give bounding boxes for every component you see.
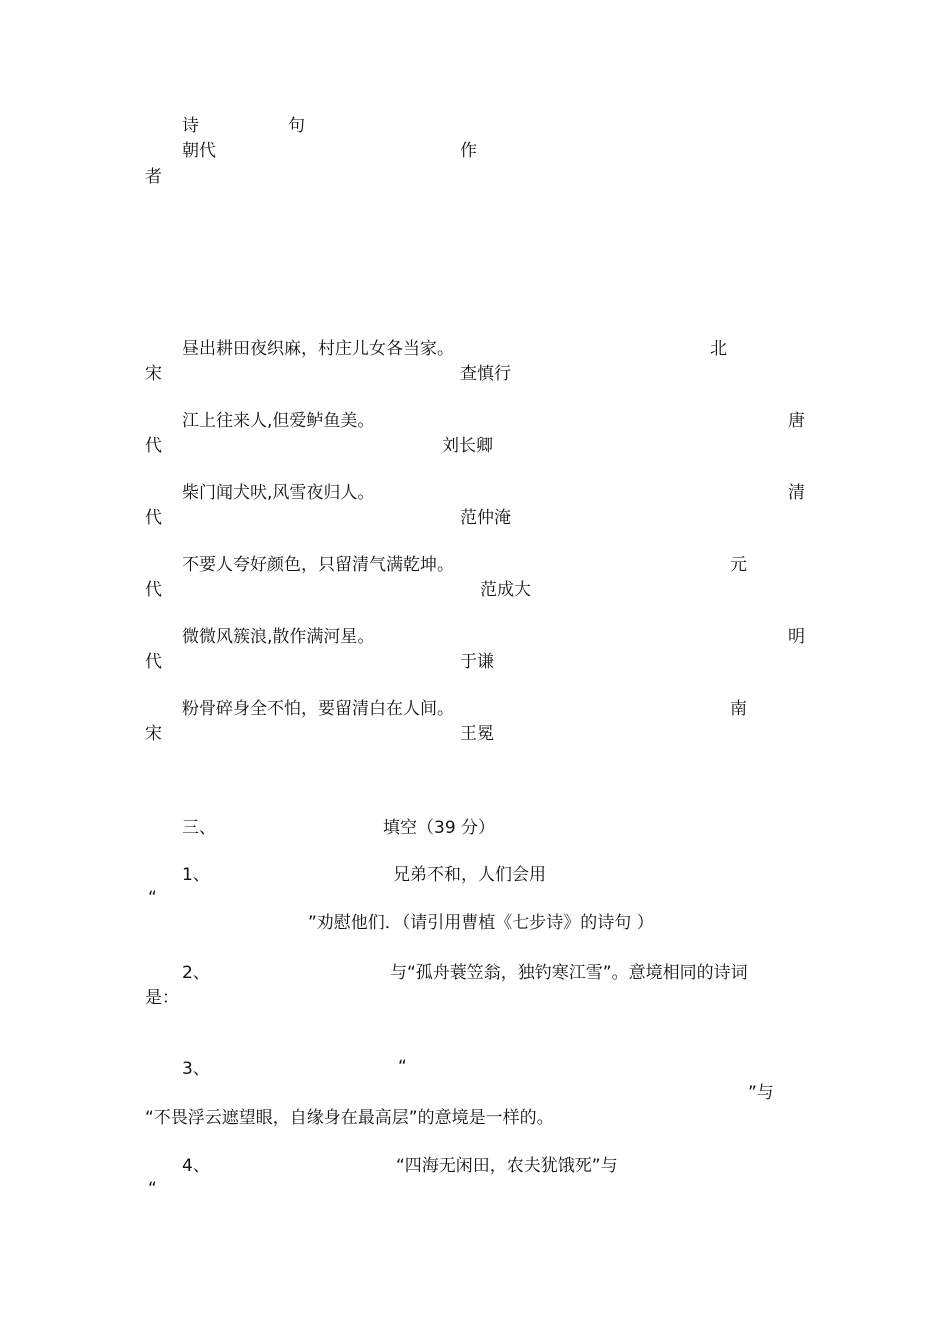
poem-dynasty-b: 宋 <box>145 724 162 744</box>
q1-open-quote: “ <box>148 888 157 908</box>
q3-open-quote: “ <box>398 1057 407 1077</box>
poem-author: 范仲淹 <box>460 508 511 528</box>
poem-dynasty-a: 南 <box>730 699 747 719</box>
poem-dynasty-a: 明 <box>788 627 805 647</box>
q3-text2: “不畏浮云遮望眼，自缘身在最高层”的意境是一样的。 <box>145 1108 554 1128</box>
poem-line: 不要人夸好颜色，只留清气满乾坤。 <box>182 555 454 575</box>
header-zhe: 者 <box>145 167 162 187</box>
header-chaodai: 朝代 <box>182 141 216 161</box>
poem-dynasty-b: 代 <box>145 436 162 456</box>
poem-author: 刘长卿 <box>442 436 493 456</box>
poem-dynasty-b: 代 <box>145 508 162 528</box>
poem-author: 于谦 <box>460 652 494 672</box>
q1-number: 1、 <box>182 865 210 885</box>
q2-number: 2、 <box>182 963 210 983</box>
q2-text: 与“孤舟蓑笠翁，独钓寒江雪”。意境相同的诗词 <box>390 963 748 983</box>
section-title: 填空（39 分） <box>383 818 496 838</box>
q4-number: 4、 <box>182 1156 210 1176</box>
poem-line: 微微风簇浪,散作满河星。 <box>182 627 375 647</box>
header-zuo: 作 <box>460 141 477 161</box>
poem-line: 昼出耕田夜织麻，村庄儿女各当家。 <box>182 339 454 359</box>
poem-author: 王冕 <box>460 724 494 744</box>
q2-text2: 是： <box>145 988 179 1008</box>
poem-dynasty-a: 唐 <box>788 411 805 431</box>
poem-author: 查慎行 <box>460 364 511 384</box>
poem-dynasty-a: 北 <box>710 339 727 359</box>
q3-close-quote: ”与 <box>748 1083 774 1103</box>
q1-text: 兄弟不和，人们会用 <box>393 865 546 885</box>
poem-author: 范成大 <box>480 580 531 600</box>
poem-line: 柴门闻犬吠,风雪夜归人。 <box>182 483 375 503</box>
poem-dynasty-b: 代 <box>145 580 162 600</box>
poem-dynasty-a: 清 <box>788 483 805 503</box>
header-ju: 句 <box>288 116 305 136</box>
header-shi: 诗 <box>182 116 199 136</box>
poem-dynasty-b: 宋 <box>145 364 162 384</box>
q1-text2: ”劝慰他们．（请引用曹植《七步诗》的诗句 ） <box>308 913 654 933</box>
poem-line: 江上往来人,但爱鲈鱼美。 <box>182 411 375 431</box>
poem-dynasty-b: 代 <box>145 652 162 672</box>
section-number: 三、 <box>182 818 216 838</box>
poem-line: 粉骨碎身全不怕，要留清白在人间。 <box>182 699 454 719</box>
q3-number: 3、 <box>182 1059 210 1079</box>
q4-open-quote: “ <box>148 1179 157 1199</box>
q4-text: “四海无闲田，农夫犹饿死”与 <box>396 1156 618 1176</box>
poem-dynasty-a: 元 <box>730 555 747 575</box>
